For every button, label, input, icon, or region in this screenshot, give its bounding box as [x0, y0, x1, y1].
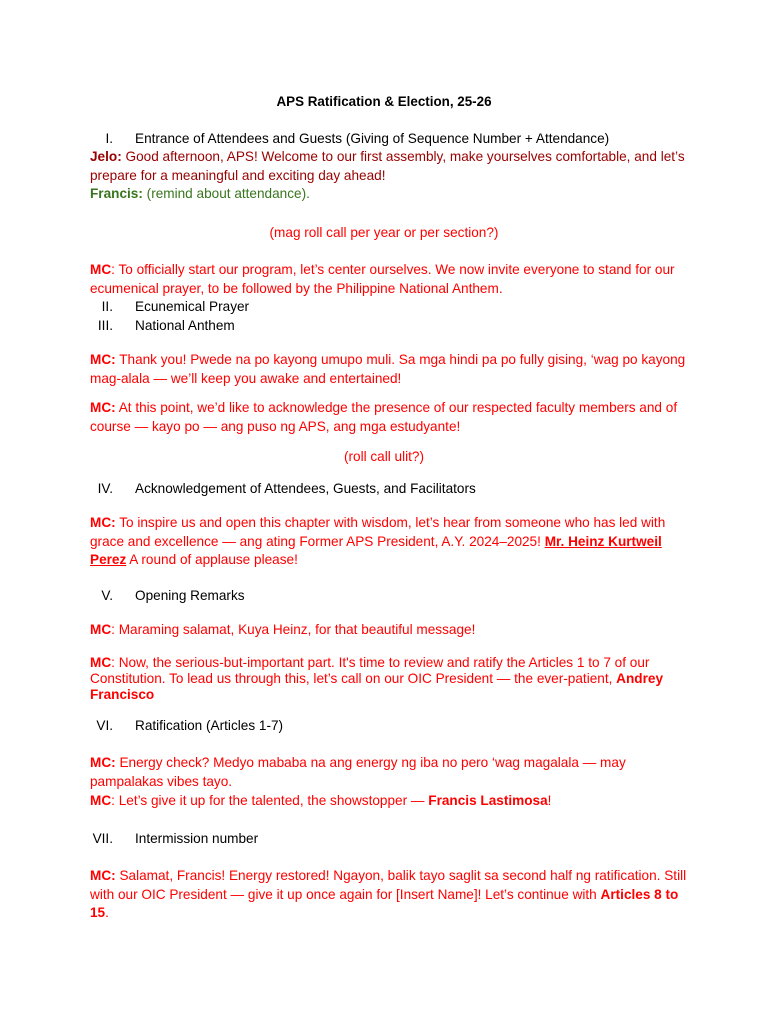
dialogue-text: Energy check? Medyo mababa na ang energy ng iba no pero ‘wag magalala — may pampalakas vibes tayo.: [90, 755, 626, 789]
speaker-label: MC:: [90, 400, 116, 415]
speaker-label: MC: [90, 793, 112, 808]
articles-range: Articles 8 to 15: [90, 886, 679, 921]
mc-line-2: [90, 351, 690, 388]
francis-line: [90, 185, 690, 204]
section-title: Acknowledgement of Attendees, Guests, and Facilitators: [135, 481, 476, 496]
section-title: National Anthem: [135, 318, 235, 333]
document-title: APS Ratification & Election, 25-26: [276, 94, 492, 109]
section-1: [90, 130, 690, 148]
speaker-label: MC:: [90, 868, 116, 883]
speaker-label: MC: [90, 622, 112, 637]
section-title: Entrance of Attendees and Guests (Giving of Sequence Number + Attendance): [135, 131, 610, 146]
speaker-label: MC:: [90, 515, 116, 530]
section-4: [90, 480, 690, 498]
section-3: [90, 317, 690, 335]
guest-name: Mr. Heinz Kurtweil Perez: [90, 533, 662, 568]
dialogue-text: Thank you! Pwede na po kayong umupo muli. Sa mga hindi pa po fully gising, ‘wag po kayong mag-alala — we’ll keep you awake and entertained!: [90, 352, 686, 386]
guest-name: Andrey Francisco: [90, 671, 664, 702]
note-roll-call: (mag roll call per year or per section?): [269, 225, 499, 240]
section-number: II.: [101, 299, 113, 314]
section-title: Ratification (Articles 1-7): [135, 718, 284, 733]
section-number: III.: [97, 318, 113, 333]
mc-line-4: [90, 514, 690, 570]
dialogue-text: Salamat, Francis! Energy restored! Ngayon, balik tayo saglit sa second half ng ratification. Still with our OIC President — give it up once again for [Insert Name]! Let’s continue with: [90, 868, 687, 902]
section-number: V.: [101, 588, 113, 603]
section-6: [90, 717, 690, 735]
dialogue-text: : To officially start our program, let’s center ourselves. We now invite everyone to stand for our ecumenical prayer, to be followed by the Philippine National Anthem.: [90, 262, 675, 296]
note-roll-call-again: (roll call ulit?): [343, 449, 425, 464]
speaker-label: Francis:: [90, 186, 143, 201]
dialogue-text: !: [547, 793, 552, 808]
section-title: Opening Remarks: [135, 588, 245, 603]
dialogue-text: (remind about attendance).: [142, 186, 310, 201]
dialogue-text: : Maraming salamat, Kuya Heinz, for that beautiful message!: [111, 622, 476, 637]
section-number: VI.: [96, 718, 113, 733]
speaker-label: Jelo:: [90, 149, 122, 164]
dialogue-text: Good afternoon, APS! Welcome to our first assembly, make yourselves comfortable, and let’s prepare for a meaningful and exciting day ahead!: [90, 149, 685, 183]
jelo-line: [90, 148, 690, 185]
mc-line-7: [90, 754, 690, 791]
section-number: IV.: [97, 481, 113, 496]
section-number: VII.: [92, 831, 113, 846]
mc-line-3: [90, 399, 690, 436]
section-number: I.: [105, 131, 113, 146]
speaker-label: MC: [90, 655, 112, 670]
dialogue-text: .: [105, 905, 109, 921]
mc-line-9: [90, 867, 690, 923]
performer-name: Francis Lastimosa: [428, 793, 548, 808]
mc-line-5: [90, 621, 690, 640]
section-7: [90, 830, 690, 848]
mc-line-8: [90, 792, 690, 811]
mc-line-1: [90, 261, 690, 298]
section-5: [90, 587, 690, 605]
mc-line-6: [90, 655, 690, 703]
dialogue-text: : Let’s give it up for the talented, the showstopper —: [111, 793, 429, 808]
dialogue-text: At this point, we’d like to acknowledge the presence of our respected faculty members and of course — kayo po — ang puso ng APS, ang mga estudyante!: [90, 400, 678, 434]
dialogue-text: A round of applause please!: [126, 552, 298, 568]
section-title: Intermission number: [135, 831, 259, 846]
dialogue-text: : Now, the serious-but-important part. It's time to review and ratify the Articles 1 to 7 of our Constitution. To lead us through this, let’s call on our OIC President — the ever-patient,: [90, 655, 650, 686]
section-title: Ecunemical Prayer: [135, 299, 250, 314]
speaker-label: MC:: [90, 352, 116, 367]
dialogue-text: To inspire us and open this chapter with wisdom, let’s hear from someone who has led with grace and excellence — ang ating Former APS President, A.Y. 2024–2025!: [90, 515, 666, 549]
speaker-label: MC:: [90, 755, 116, 770]
section-2: [90, 298, 690, 316]
speaker-label: MC: [90, 262, 112, 277]
